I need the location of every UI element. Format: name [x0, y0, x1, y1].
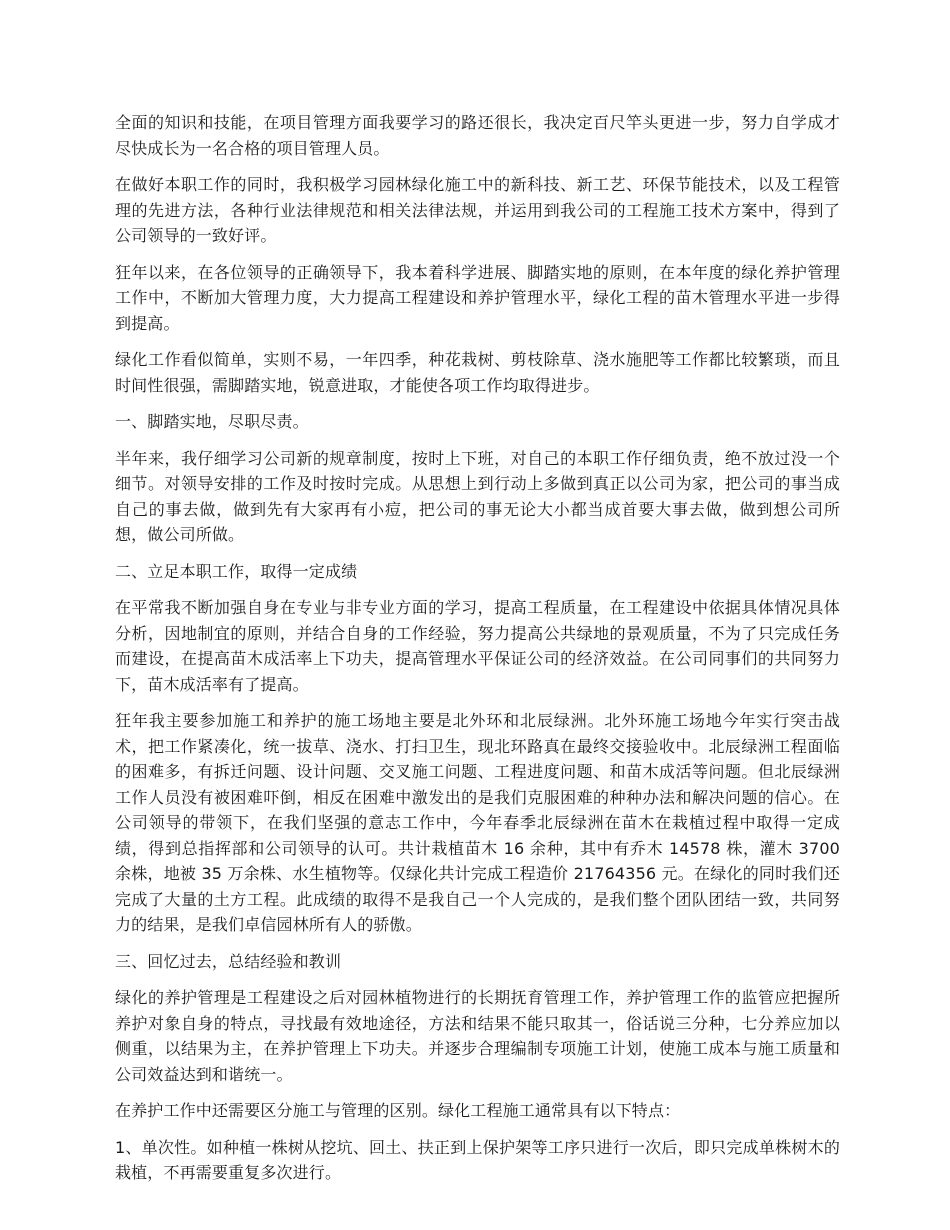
- paragraph-9: 在养护工作中还需要区分施工与管理的区别。绿化工程施工通常具有以下特点：: [115, 1101, 681, 1120]
- section-heading-3: 三、回忆过去，总结经验和教训: [115, 951, 342, 971]
- section-heading-2: 二、立足本职工作，取得一定成绩: [115, 561, 358, 581]
- paragraph-5: 半年来，我仔细学习公司新的规章制度，按时上下班，对自己的本职工作仔细负责，绝不放过没一个细节。对领导安排的工作及时按时完成。从思想上到行动上多做到真正以公司为家，把公司的事当成自己的事去做，做到先有大家再有小痘，把公司的事无论大小都当成首要大事去做，做到想公司所想，做公司所做。: [115, 448, 840, 544]
- paragraph-3: 狂年以来，在各位领导的正确领导下，我本着科学进展、脚踏实地的原则，在本年度的绿化养护管理工作中，不断加大管理力度，大力提高工程建设和养护管理水平，绿化工程的苗木管理水平进一步得到提高。: [115, 262, 840, 333]
- document-body: [115, 110, 840, 1197]
- paragraph-8: 绿化的养护管理是工程建设之后对园林植物进行的长期抚育管理工作，养护管理工作的监管应把握所养护对象自身的特点，寻找最有效地途径，方法和结果不能只取其一，俗话说三分种，七分养应加以侧重，以结果为主，在养护管理上下功夫。并逐步合理编制专项施工计划，使施工成本与施工质量和公司效益达到和谐统一。: [115, 988, 840, 1084]
- section-heading-1: 一、脚踏实地，尽职尽责。: [115, 412, 309, 431]
- paragraph-7: 狂年我主要参加施工和养护的施工场地主要是北外环和北辰绿洲。北外环施工场地今年实行突击战术，把工作紧凑化，统一拔草、浇水、打扫卫生，现北环路真在最终交接验收中。北辰绿洲工程面临的困难多，有拆迁问题、设计问题、交叉施工问题、工程进度问题、和苗木成活等问题。但北辰绿洲工作人员没有被困难吓倒，相反在困难中激发出的是我们克服困难的种种办法和解决问题的信心。在公司领导的带领下，在我们坚强的意志工作中，今年春季北辰绿洲在苗木在栽植过程中取得一定成绩，得到总指挥部和公司领导的认可。共计栽植苗木 16 余种，其中有乔木 14578 株，灌木 3700 余株，地被 35 万余株、水生植物等。仅绿化共计完成工程造价 21764356 元。在绿化的同时我们还完成了大量的土方工程。此成绩的取得不是我自己一个人完成的，是我们整个团队团结一致，共同努力的结果，是我们卓信园林所有人的骄傲。: [115, 711, 840, 934]
- paragraph-1: 全面的知识和技能，在项目管理方面我要学习的路还很长，我决定百尺竿头更进一步，努力自学成才尽快成长为一名合格的项目管理人员。: [115, 113, 840, 158]
- paragraph-4: 绿化工作看似简单，实则不易，一年四季，种花栽树、剪枝除草、浇水施肥等工作都比较繁琐，而且时间性很强，需脚踏实地，锐意进取，才能使各项工作均取得进步。: [115, 350, 840, 395]
- paragraph-6: 在平常我不断加强自身在专业与非专业方面的学习，提高工程质量，在工程建设中依据具体情况具体分析，因地制宜的原则，并结合自身的工作经验，努力提高公共绿地的景观质量，不为了只完成任务而建设，在提高苗木成活率上下功夫，提高管理水平保证公司的经济效益。在公司同事们的共同努力下，苗木成活率有了提高。: [115, 598, 840, 694]
- paragraph-2: 在做好本职工作的同时，我积极学习园林绿化施工中的新科技、新工艺、环保节能技术，以及工程管理的先进方法，各种行业法律规范和相关法律法规，并运用到我公司的工程施工技术方案中，得到了公司领导的一致好评。: [115, 175, 840, 245]
- list-item-1: 1、单次性。如种植一株树从挖坑、回土、扶正到上保护架等工序只进行一次后，即只完成单株树木的栽植，不再需要重复多次进行。: [115, 1137, 840, 1182]
